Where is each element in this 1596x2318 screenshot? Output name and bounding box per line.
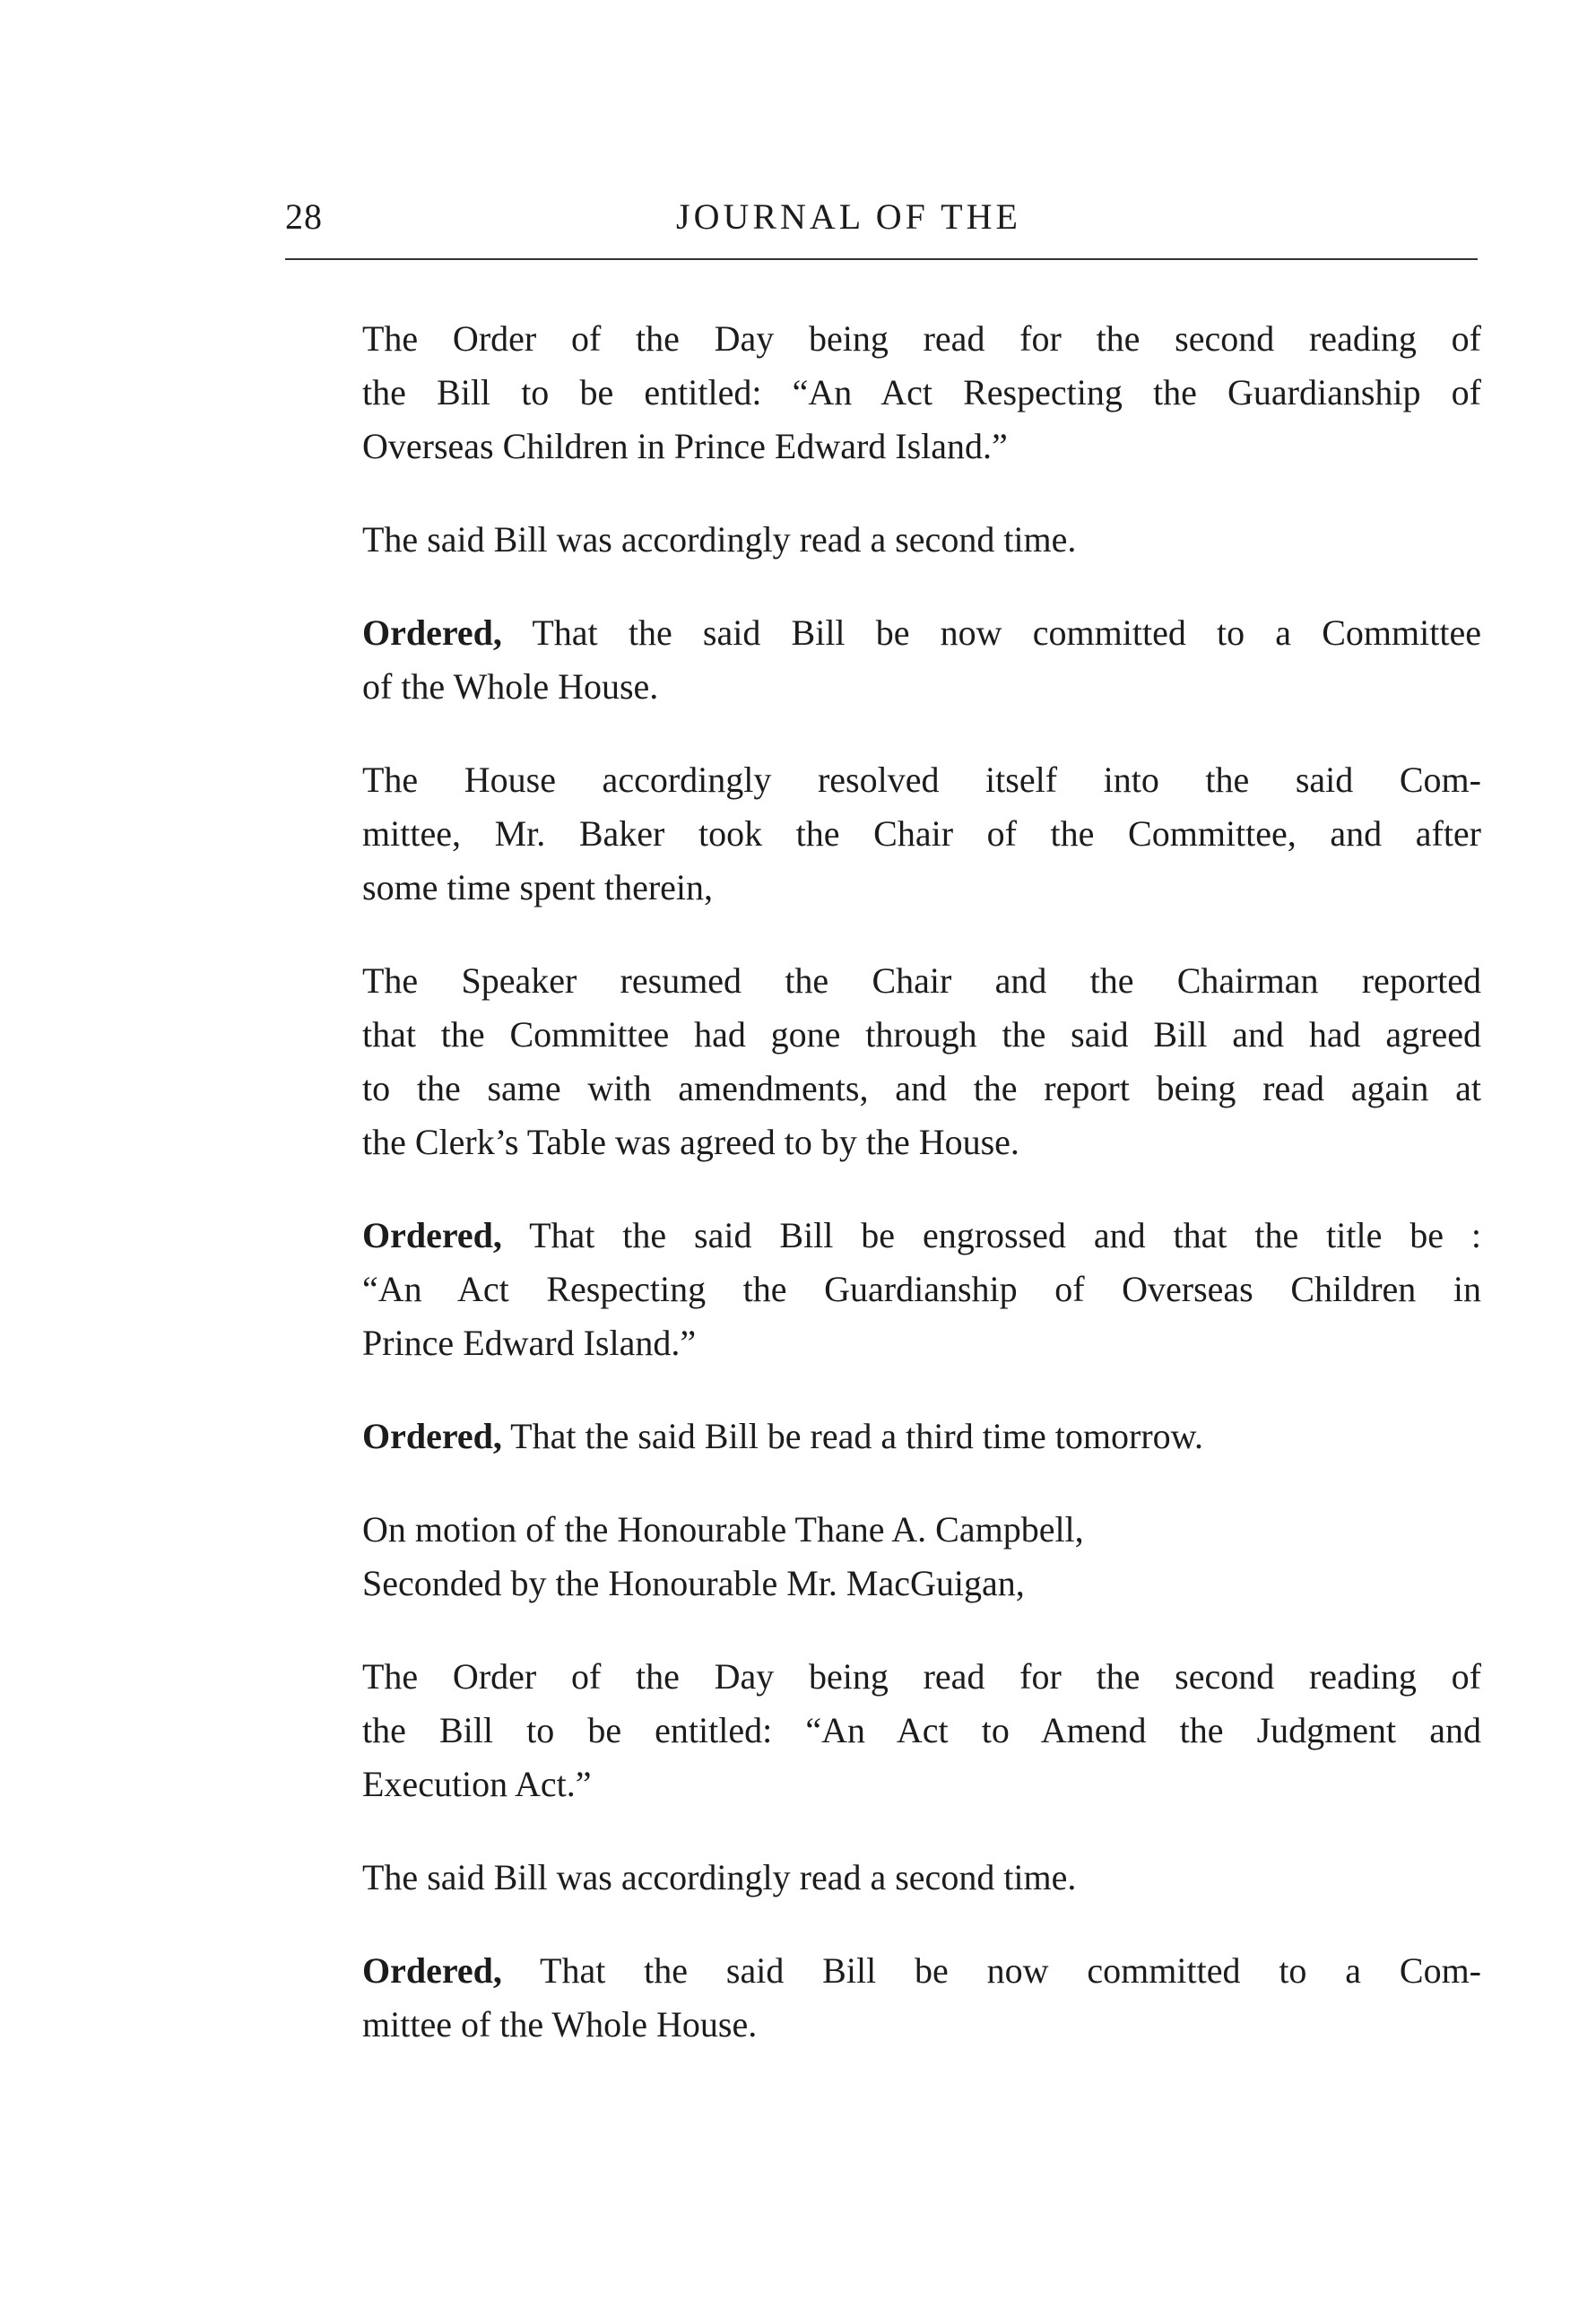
text-line: On motion of the Honourable Thane A. Campbell, xyxy=(362,1509,1084,1550)
text-line: The Order of the Day being read for the second reading of xyxy=(362,318,1481,359)
text-line: of the Whole House. xyxy=(362,666,659,707)
text-line: mittee of the Whole House. xyxy=(362,2004,758,2045)
text-line: Prince Edward Island.” xyxy=(362,1323,697,1363)
text-line: The said Bill was accordingly read a second time. xyxy=(362,1857,1077,1897)
paragraph-second-reading xyxy=(280,513,1481,567)
text-line: mittee, Mr. Baker took the Chair of the Committee, and after xyxy=(362,813,1481,854)
header-rule xyxy=(285,258,1478,260)
paragraph-ordered-committed xyxy=(280,606,1481,714)
paragraph-second-reading xyxy=(280,1851,1481,1905)
text-line: Execution Act.” xyxy=(362,1764,592,1804)
text-line: Seconded by the Honourable Mr. MacGuigan, xyxy=(362,1563,1025,1603)
ordered-label: Ordered, xyxy=(362,1416,502,1456)
paragraph-ordered-third-reading xyxy=(280,1410,1481,1463)
paragraph-ordered-committed xyxy=(280,1944,1481,2052)
text-line: the Bill to be entitled: “An Act Respecting the Guardianship of xyxy=(362,372,1481,412)
running-head: JOURNAL OF THE xyxy=(676,196,1021,237)
text-line xyxy=(280,1209,1481,1263)
text-line: The Order of the Day being read for the second reading of xyxy=(362,1656,1481,1697)
paragraph-ordered-engrossed xyxy=(280,1209,1481,1370)
page-header xyxy=(285,195,1478,249)
text-line xyxy=(280,606,1481,660)
page-number: 28 xyxy=(285,196,323,237)
text-line: that the Committee had gone through the said Bill and had agreed xyxy=(362,1014,1481,1055)
text-line: The Speaker resumed the Chair and the Chairman reported xyxy=(362,960,1481,1001)
text-line: the Clerk’s Table was agreed to by the House. xyxy=(362,1122,1019,1162)
text-run: That the said Bill be read a third time tomorrow. xyxy=(501,1416,1203,1456)
text-line: The said Bill was accordingly read a second time. xyxy=(362,519,1077,560)
text-line: “An Act Respecting the Guardianship of Overseas Children in xyxy=(362,1269,1481,1309)
text-line: The House accordingly resolved itself into the said Com- xyxy=(362,760,1481,800)
text-line xyxy=(280,1410,1481,1463)
text-line xyxy=(280,1944,1481,1998)
text-line: some time spent therein, xyxy=(362,867,714,907)
text-line: Overseas Children in Prince Edward Island.” xyxy=(362,426,1008,466)
ordered-label: Ordered, xyxy=(362,612,502,653)
journal-body xyxy=(280,312,1481,2091)
text-run: That the said Bill be now committed to a Com- xyxy=(501,1950,1481,1991)
paragraph-order-of-day-guardianship xyxy=(280,312,1481,473)
paragraph-order-of-day-judgment xyxy=(280,1650,1481,1811)
paragraph-motion xyxy=(362,1503,1481,1610)
text-run: That the said Bill be now committed to a Committee xyxy=(501,612,1481,653)
ordered-label: Ordered, xyxy=(362,1215,502,1255)
text-line: to the same with amendments, and the report being read again at xyxy=(362,1068,1481,1108)
text-run: That the said Bill be engrossed and that the title be : xyxy=(501,1215,1481,1255)
paragraph-house-resolved xyxy=(280,753,1481,915)
paragraph-speaker-resumed xyxy=(280,954,1481,1169)
text-line: the Bill to be entitled: “An Act to Amend the Judgment and xyxy=(362,1710,1481,1750)
ordered-label: Ordered, xyxy=(362,1950,502,1991)
